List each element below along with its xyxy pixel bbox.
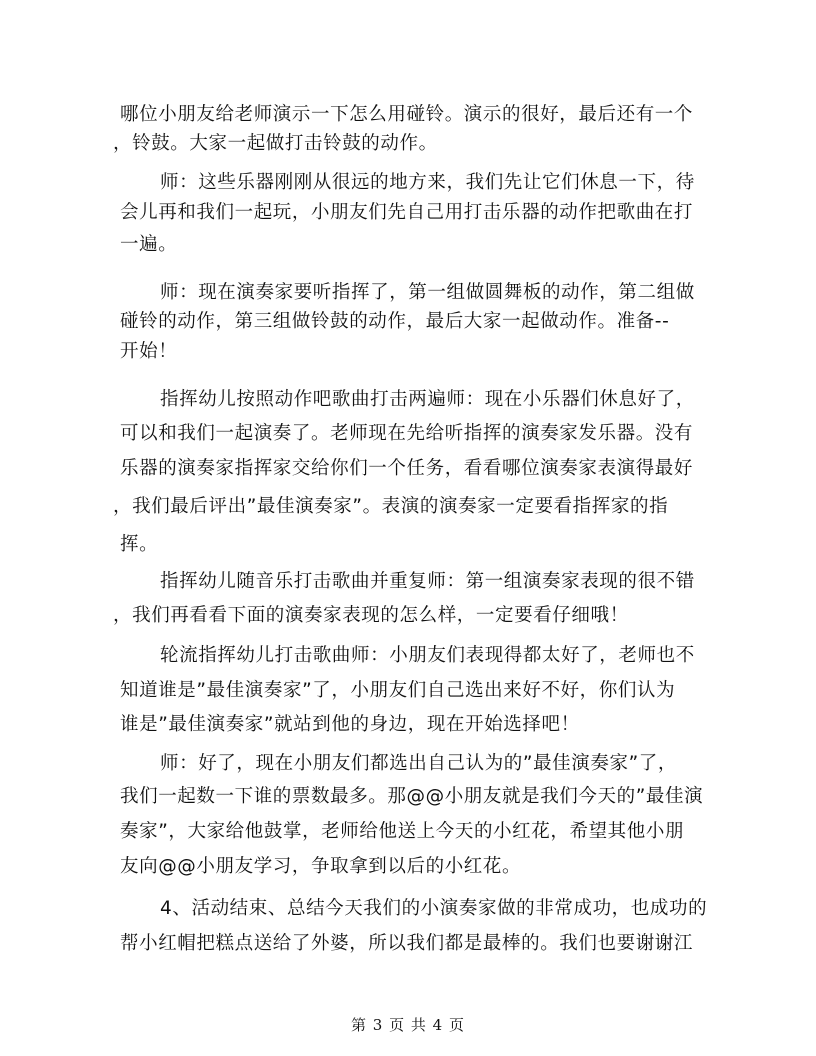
body-text-line: 奏家”，大家给他鼓掌，老师给他送上今天的小红花，希望其他小朋 <box>120 821 685 842</box>
body-text-line: 挥。 <box>120 534 159 555</box>
body-text-line: 谁是”最佳演奏家”就站到他的身边，现在开始选择吧！ <box>120 714 580 735</box>
body-text-line: ，铃鼓。大家一起做打击铃鼓的动作。 <box>113 133 438 154</box>
body-text-line: 帮小红帽把糕点送给了外婆，所以我们都是最棒的。我们也要谢谢江 <box>120 933 694 954</box>
body-text-line: 4、活动结束、总结今天我们的小演奏家做的非常成功，也成功的 <box>160 898 708 919</box>
body-text-line: 轮流指挥幼儿打击歌曲师：小朋友们表现得都太好了，老师也不 <box>160 645 695 666</box>
body-text-line: 师：现在演奏家要听指挥了，第一组做圆舞板的动作，第二组做 <box>160 282 695 303</box>
body-text-line: ，我们最后评出”最佳演奏家”。表演的演奏家一定要看指挥家的指 <box>113 496 669 517</box>
body-text-line: ，我们再看看下面的演奏家表现的怎么样，一定要看仔细哦！ <box>113 605 629 626</box>
body-text-line: 乐器的演奏家指挥家交给你们一个任务，看看哪位演奏家表演得最好 <box>120 458 694 479</box>
body-text-line: 可以和我们一起演奏了。老师现在先给听指挥的演奏家发乐器。没有 <box>120 423 694 444</box>
body-text-line: 指挥幼儿按照动作吧歌曲打击两遍师：现在小乐器们休息好了， <box>160 389 695 410</box>
body-text-line: 哪位小朋友给老师演示一下怎么用碰铃。演示的很好，最后还有一个 <box>120 104 694 125</box>
body-text-line: 知道谁是”最佳演奏家”了，小朋友们自己选出来好不好，你们认为 <box>120 680 676 701</box>
body-text-line: 师：好了，现在小朋友们都选出自己认为的”最佳演奏家”了， <box>160 753 677 774</box>
body-text-line: 碰铃的动作，第三组做铃鼓的动作，最后大家一起做动作。准备-- <box>120 311 670 332</box>
body-text-line: 一遍。 <box>120 234 178 255</box>
page-number-footer: 第 3 页 共 4 页 <box>351 1016 465 1034</box>
body-text-line: 师：这些乐器刚刚从很远的地方来，我们先让它们休息一下，待 <box>160 172 695 193</box>
body-text-line: 指挥幼儿随音乐打击歌曲并重复师：第一组演奏家表现的很不错 <box>160 571 695 592</box>
body-text-line: 开始！ <box>120 341 178 362</box>
body-text-line: 友向@@小朋友学习，争取拿到以后的小红花。 <box>120 856 522 877</box>
body-text-line: 会儿再和我们一起玩，小朋友们先自己用打击乐器的动作把歌曲在打 <box>120 202 694 223</box>
body-text-line: 我们一起数一下谁的票数最多。那@@小朋友就是我们今天的”最佳演 <box>120 786 704 807</box>
